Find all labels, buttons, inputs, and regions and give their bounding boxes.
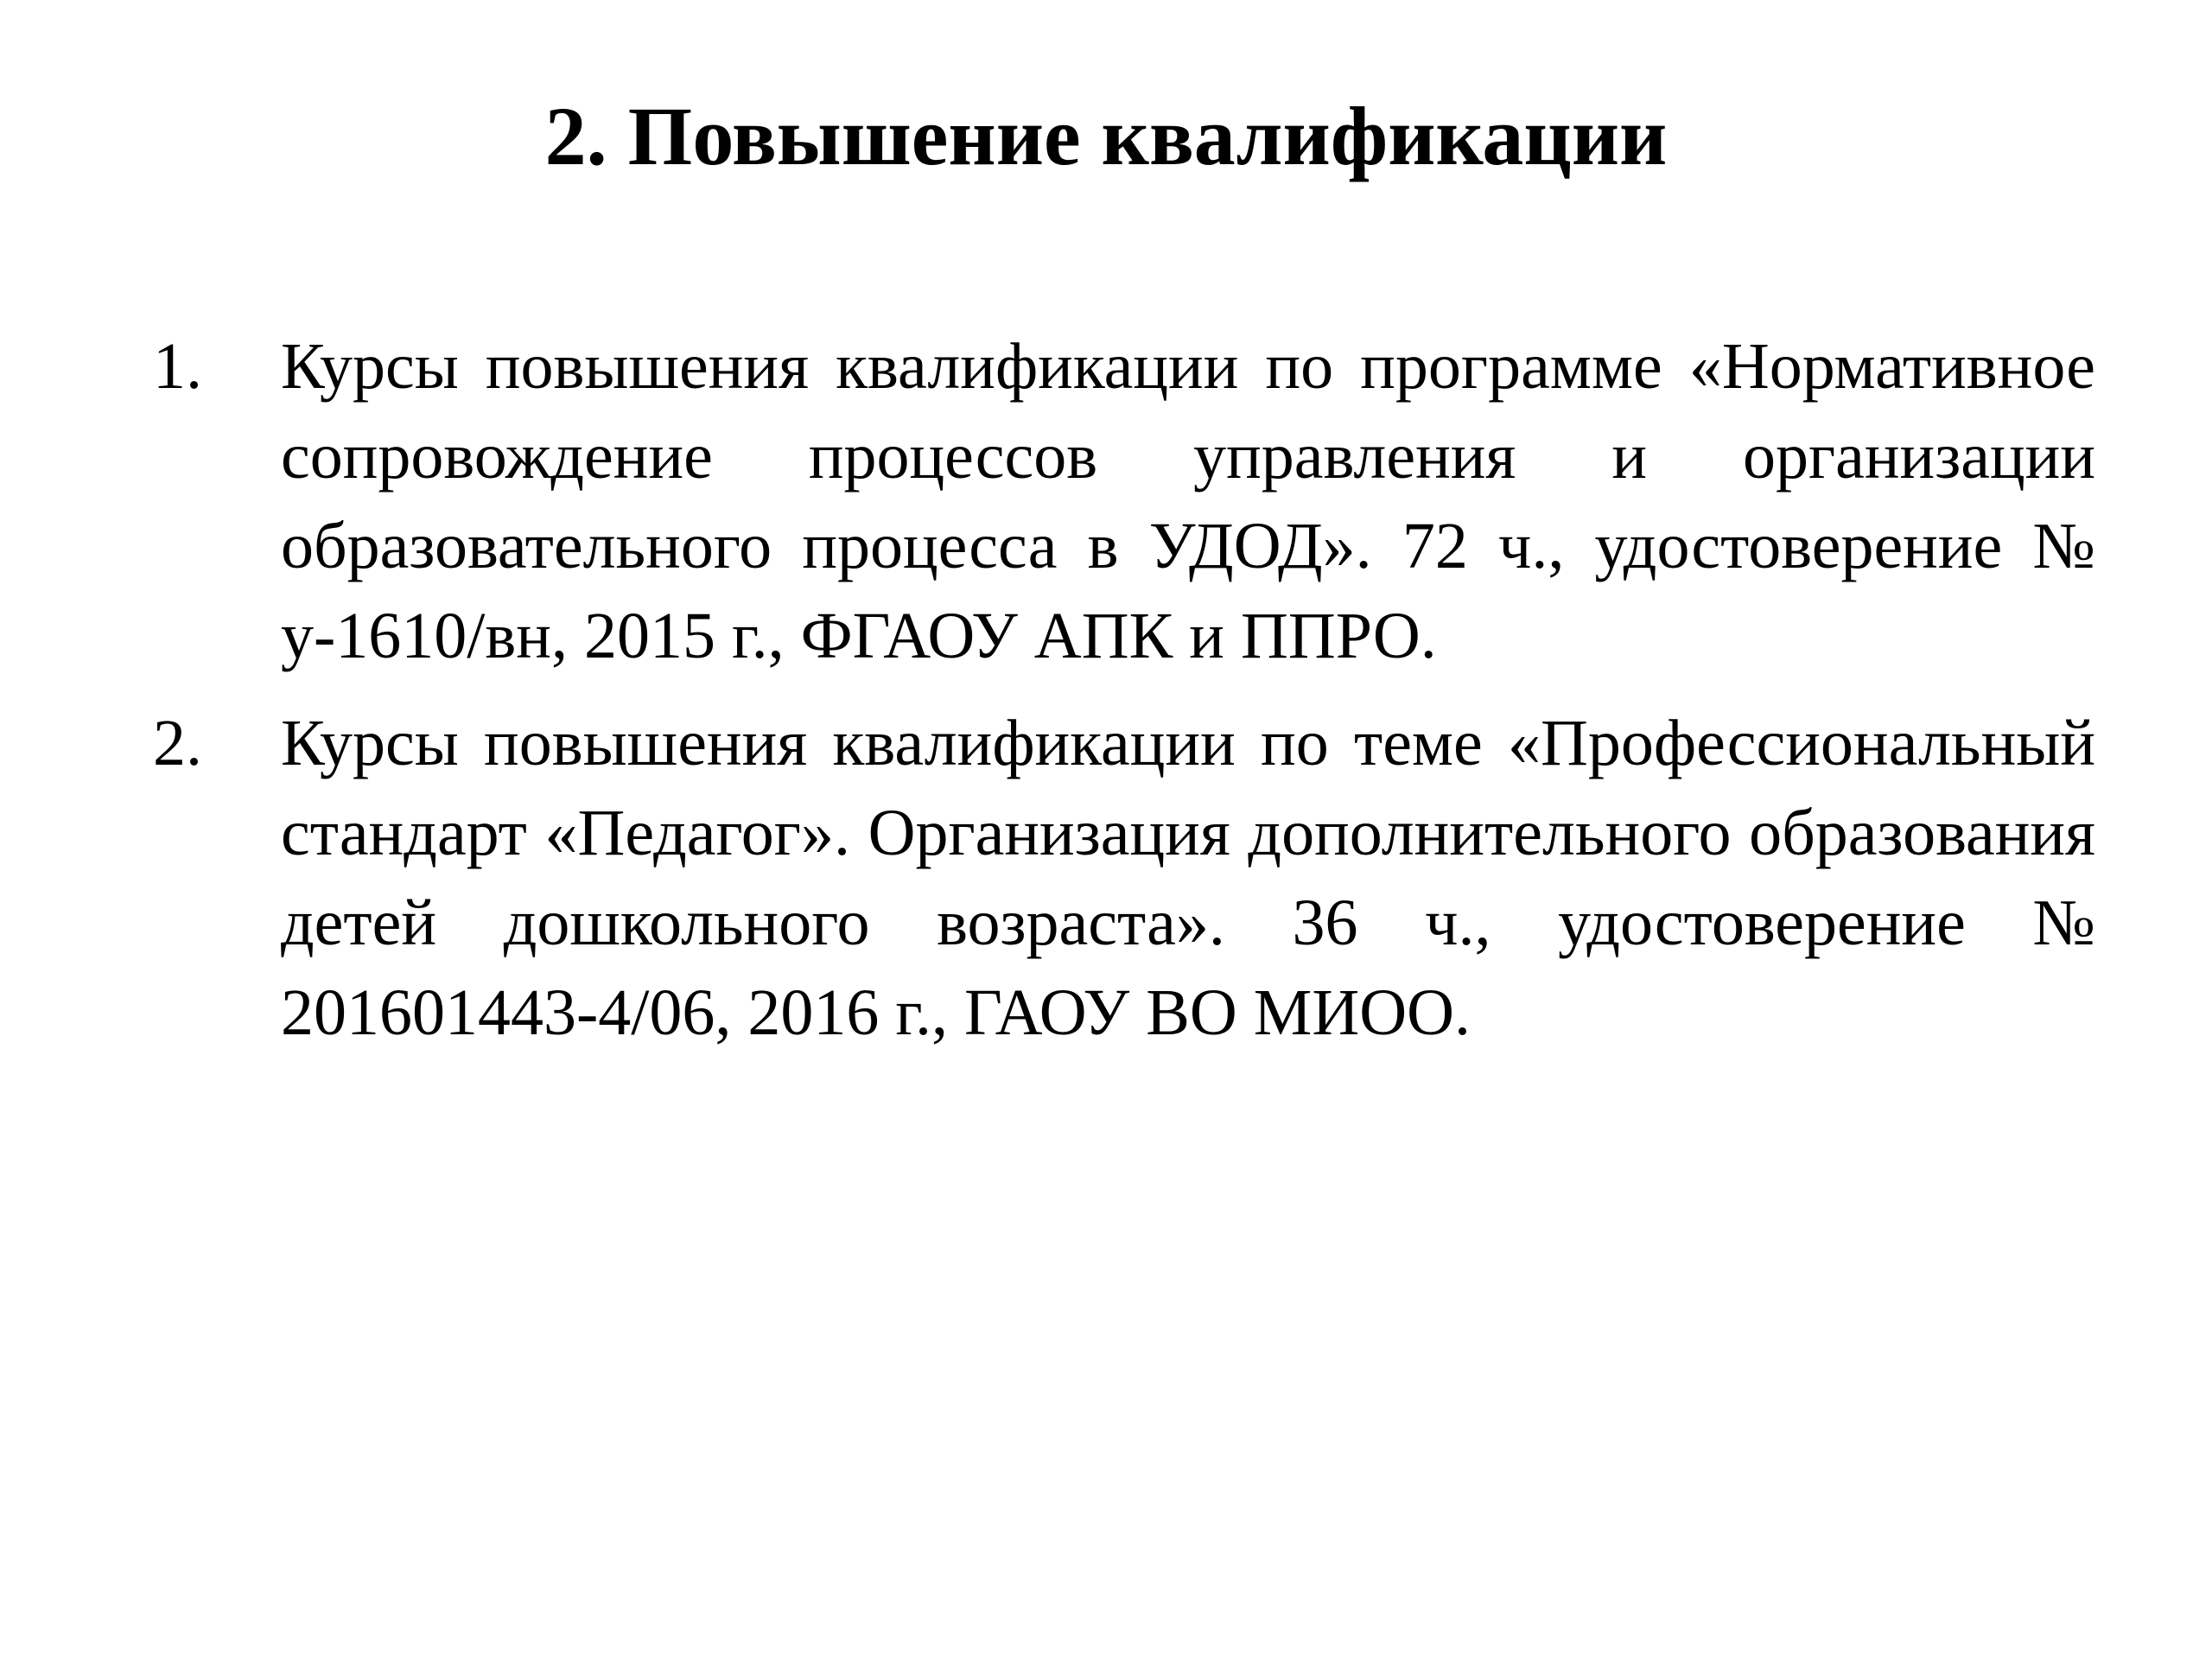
list-item-number: 2. bbox=[153, 707, 202, 779]
slide-title: 2. Повышение квалификации bbox=[544, 90, 1668, 182]
list-item-number: 1. bbox=[153, 330, 202, 403]
list-item-text: Курсы повышения квалификации по программе «Нормативное сопровождение процессов управления и организации образовательного процесса в УДОД». 72 ч., удостоверение № у-1610/вн, 2015 г., ФГАОУ АПК и ППРО. bbox=[281, 330, 2095, 672]
qualification-list bbox=[138, 321, 2095, 1075]
list-item-text: Курсы повышения квалификации по теме «Профессиональный стандарт «Педагог». Организация дополнительного образования детей дошкольного возраста». 36 ч., удостоверение № 201601443-4/06, 2016 г., ГАОУ ВО МИОО. bbox=[281, 707, 2095, 1049]
list-item bbox=[138, 698, 2095, 1058]
list-item bbox=[138, 321, 2095, 681]
